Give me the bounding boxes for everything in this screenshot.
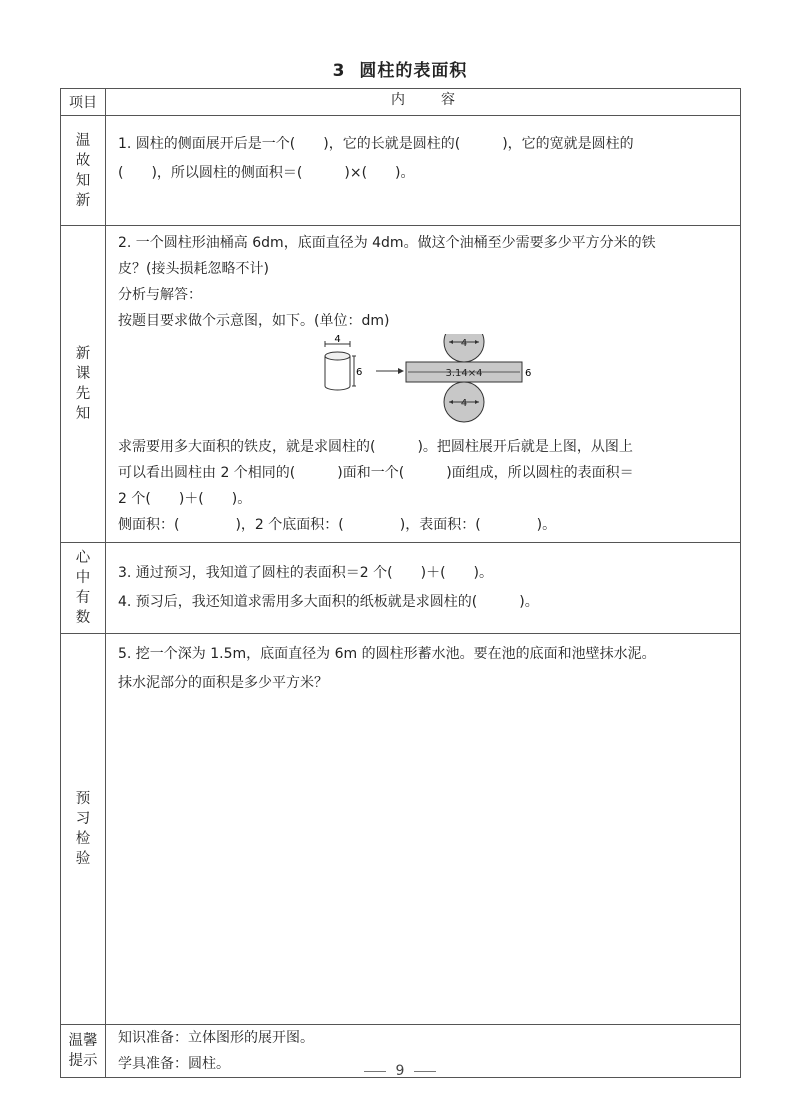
cylinder-diameter-label: 4: [334, 334, 341, 345]
question-2-line-1: 2. 一个圆柱形油桶高 6dm，底面直径为 4dm。做这个油桶至少需要多少平方分米的铁: [118, 235, 656, 251]
tip-knowledge: 知识准备：立体图形的展开图。: [118, 1030, 314, 1046]
tip-materials: 学具准备：圆柱。: [118, 1056, 230, 1072]
question-4: 4. 预习后，我还知道求需用多大面积的纸板就是求圆柱的( )。: [118, 594, 539, 610]
row-label-self-check: 心中有数: [75, 550, 91, 626]
question-1-line-2: ( )，所以圆柱的侧面积＝( )×( )。: [118, 165, 415, 181]
page-number: 9: [0, 1063, 800, 1079]
row-preview-test: [61, 634, 741, 1025]
row-review: [61, 116, 741, 226]
row-self-check: [61, 543, 741, 634]
bottom-circle-label: 4: [460, 398, 468, 409]
question-5-line-2: 抹水泥部分的面积是多少平方米？: [118, 675, 328, 691]
cylinder-diagram-svg: [318, 334, 738, 434]
question-5-line-1: 5. 挖一个深为 1.5m，底面直径为 6m 的圆柱形蓄水池。要在池的底面和池壁抹水泥。: [118, 646, 656, 662]
row-new-lesson: [61, 226, 741, 543]
rectangle-height-label: 6: [525, 368, 532, 379]
page-title: [0, 56, 800, 81]
rectangle-length-label: 3.14×4: [445, 368, 483, 379]
section-title: 圆柱的表面积: [359, 61, 468, 81]
row-label-tips: 温馨提示: [68, 1033, 98, 1069]
answer-line-3: 2 个( )＋( )。: [118, 491, 252, 507]
question-3: 3. 通过预习，我知道了圆柱的表面积＝2 个( )＋( )。: [118, 565, 494, 581]
worksheet-table: [60, 88, 741, 1078]
section-number: 3: [332, 61, 346, 81]
diagram-instruction: 按题目要求做个示意图，如下。(单位：dm): [118, 313, 390, 329]
arrow-icon: [376, 368, 404, 374]
top-circle-label: 4: [460, 338, 468, 349]
answer-line-4: 侧面积：( )，2 个底面积：( )，表面积：( )。: [118, 517, 557, 533]
question-1-line-1: 1. 圆柱的侧面展开后是一个( )，它的长就是圆柱的( )，它的宽就是圆柱的: [118, 136, 634, 152]
cylinder-height-label: 6: [356, 367, 363, 378]
cylinder-net: [406, 334, 531, 422]
cylinder-net-diagram: [118, 334, 730, 434]
analysis-label: 分析与解答：: [118, 287, 202, 303]
row-label-review: 温故知新: [75, 132, 91, 209]
row-label-preview-test: 预习检验: [75, 791, 91, 867]
header-item: 项目: [61, 89, 106, 116]
answer-line-1: 求需要用多大面积的铁皮，就是求圆柱的( )。把圆柱展开后就是上图，从图上: [118, 439, 633, 455]
header-content: 内容: [106, 89, 741, 116]
header-row: [61, 89, 741, 116]
answer-line-2: 可以看出圆柱由 2 个相同的( )面和一个( )面组成，所以圆柱的表面积＝: [118, 465, 634, 481]
cylinder-figure: [325, 334, 362, 390]
question-2-line-2: 皮？(接头损耗忽略不计): [118, 261, 269, 277]
row-label-new-lesson: 新课先知: [75, 346, 91, 422]
